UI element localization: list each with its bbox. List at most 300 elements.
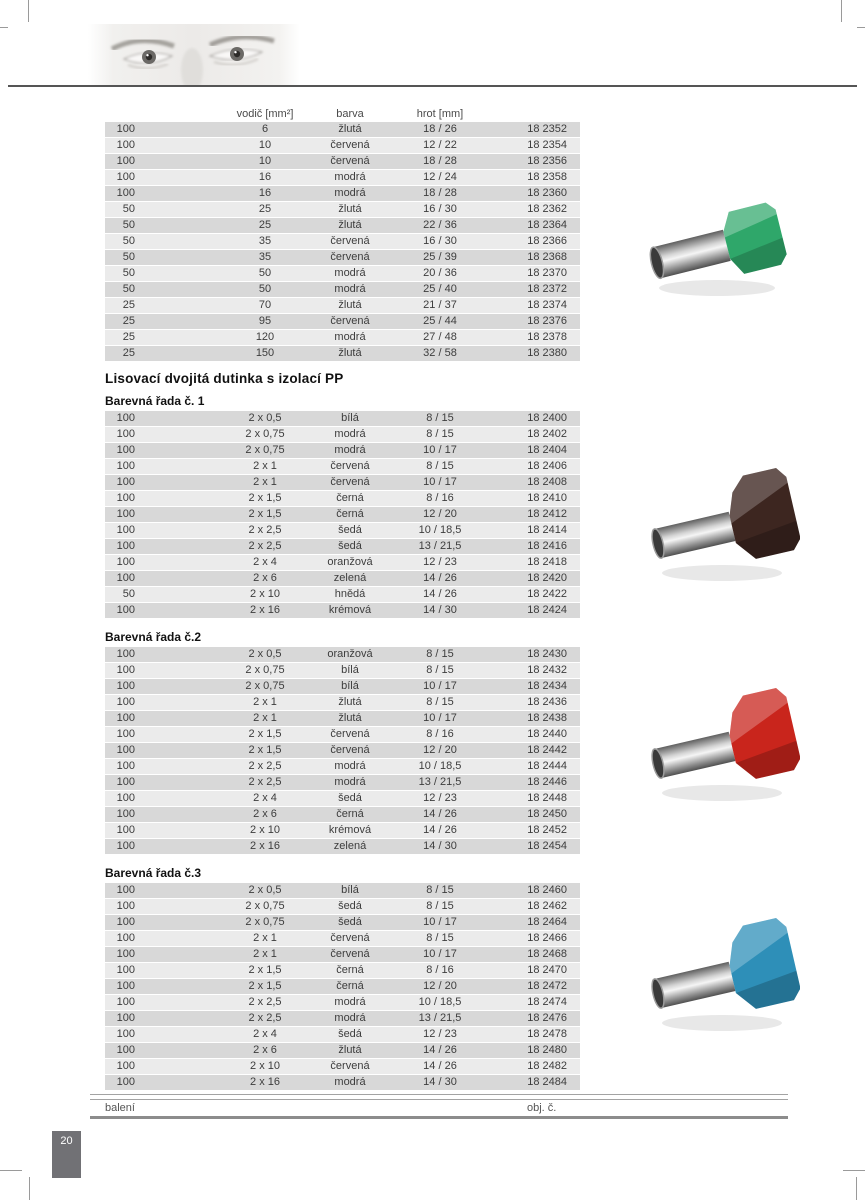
table-cell: 18 2414 bbox=[490, 523, 580, 539]
table-cell: modrá bbox=[310, 186, 390, 202]
table-row bbox=[105, 523, 580, 539]
table-cell: 50 bbox=[135, 266, 310, 282]
table-cell: 10 / 18,5 bbox=[390, 759, 490, 775]
table-cell: 100 bbox=[105, 839, 135, 855]
column-header-hrot: hrot [mm] bbox=[416, 108, 464, 120]
table-cell: 18 2464 bbox=[490, 915, 580, 931]
table-row bbox=[105, 883, 580, 899]
table-cell: 18 2416 bbox=[490, 539, 580, 555]
table-cell: 14 / 26 bbox=[390, 587, 490, 603]
table-cell: 18 2448 bbox=[490, 791, 580, 807]
table-cell: modrá bbox=[310, 330, 390, 346]
table-cell: šedá bbox=[310, 1027, 390, 1043]
table-cell: 10 / 17 bbox=[390, 915, 490, 931]
table-cell: 18 2364 bbox=[490, 218, 580, 234]
table-row bbox=[105, 791, 580, 807]
table-cell: 2 x 16 bbox=[135, 839, 310, 855]
table-cell: žlutá bbox=[310, 695, 390, 711]
table-cell: červená bbox=[310, 234, 390, 250]
table-cell: 25 bbox=[105, 330, 135, 346]
table-cell: černá bbox=[310, 979, 390, 995]
table-cell: 8 / 16 bbox=[390, 491, 490, 507]
table-cell: 100 bbox=[105, 154, 135, 170]
table-cell: zelená bbox=[310, 571, 390, 587]
table-cell: 8 / 15 bbox=[390, 647, 490, 663]
table-cell: 18 2450 bbox=[490, 807, 580, 823]
crop-mark bbox=[856, 1177, 857, 1200]
table-cell: modrá bbox=[310, 443, 390, 459]
table-cell: 100 bbox=[105, 663, 135, 679]
table-cell: žlutá bbox=[310, 122, 390, 138]
table-cell: 14 / 26 bbox=[390, 1043, 490, 1059]
table-cell: 2 x 0,5 bbox=[135, 883, 310, 899]
table-cell: 70 bbox=[135, 298, 310, 314]
table-cell: 100 bbox=[105, 979, 135, 995]
table-cell: červená bbox=[310, 154, 390, 170]
table-cell: 2 x 1 bbox=[135, 711, 310, 727]
table-header-row bbox=[105, 103, 580, 122]
table-cell: 18 2376 bbox=[490, 314, 580, 330]
table-cell: 100 bbox=[105, 539, 135, 555]
table-cell: 18 2424 bbox=[490, 603, 580, 619]
table-cell: 2 x 2,5 bbox=[135, 523, 310, 539]
table-cell: 25 bbox=[135, 202, 310, 218]
table-cell: 100 bbox=[105, 695, 135, 711]
table-cell: 12 / 20 bbox=[390, 743, 490, 759]
table-cell: 18 2368 bbox=[490, 250, 580, 266]
table-cell: 32 / 58 bbox=[390, 346, 490, 362]
table-cell: 14 / 30 bbox=[390, 839, 490, 855]
table-cell: 8 / 15 bbox=[390, 459, 490, 475]
crop-mark bbox=[0, 27, 8, 28]
table-row bbox=[105, 1075, 580, 1091]
table-cell: červená bbox=[310, 250, 390, 266]
table-cell: 16 / 30 bbox=[390, 234, 490, 250]
table-cell: 8 / 15 bbox=[390, 883, 490, 899]
table-cell: 100 bbox=[105, 1075, 135, 1091]
table-cell: 100 bbox=[105, 491, 135, 507]
table-cell: červená bbox=[310, 1059, 390, 1075]
table-cell: 100 bbox=[105, 775, 135, 791]
table-cell: šedá bbox=[310, 523, 390, 539]
table-cell: 18 2440 bbox=[490, 727, 580, 743]
table-cell: 12 / 22 bbox=[390, 138, 490, 154]
table-cell: modrá bbox=[310, 1011, 390, 1027]
table-row bbox=[105, 1043, 580, 1059]
table-cell: červená bbox=[310, 947, 390, 963]
table-row bbox=[105, 154, 580, 170]
table-cell: 10 / 17 bbox=[390, 679, 490, 695]
ferrule-photo-brown bbox=[650, 465, 800, 590]
metal-tube bbox=[653, 732, 736, 779]
table-cell: 2 x 1 bbox=[135, 947, 310, 963]
table-row bbox=[105, 915, 580, 931]
table-row bbox=[105, 603, 580, 619]
table-cell: 14 / 30 bbox=[390, 1075, 490, 1091]
table-cell: 2 x 4 bbox=[135, 555, 310, 571]
table-cell: 18 2474 bbox=[490, 995, 580, 1011]
table-row bbox=[105, 122, 580, 138]
table-cell: modrá bbox=[310, 995, 390, 1011]
table-row bbox=[105, 170, 580, 186]
table-cell: 100 bbox=[105, 475, 135, 491]
table-cell: 100 bbox=[105, 571, 135, 587]
table-cell: 50 bbox=[105, 202, 135, 218]
table-row bbox=[105, 979, 580, 995]
table-cell: 120 bbox=[135, 330, 310, 346]
table-cell: modrá bbox=[310, 1075, 390, 1091]
table-cell: 18 2430 bbox=[490, 647, 580, 663]
series-title-2: Barevná řada č.2 bbox=[105, 630, 202, 644]
table-cell: 2 x 0,5 bbox=[135, 647, 310, 663]
table-cell: žlutá bbox=[310, 202, 390, 218]
table-cell: bílá bbox=[310, 679, 390, 695]
table-row bbox=[105, 491, 580, 507]
table-cell: 100 bbox=[105, 1059, 135, 1075]
table-cell: 8 / 15 bbox=[390, 427, 490, 443]
table-cell: černá bbox=[310, 807, 390, 823]
table-cell: 18 2470 bbox=[490, 963, 580, 979]
product-table-series-1 bbox=[105, 411, 580, 619]
table-cell: 2 x 1 bbox=[135, 459, 310, 475]
table-cell: modrá bbox=[310, 759, 390, 775]
table-row bbox=[105, 330, 580, 346]
table-cell: 2 x 4 bbox=[135, 1027, 310, 1043]
crop-mark bbox=[843, 1170, 865, 1171]
table-cell: 18 2400 bbox=[490, 411, 580, 427]
table-row bbox=[105, 1027, 580, 1043]
table-cell: 18 2362 bbox=[490, 202, 580, 218]
column-header-vodic: vodič [mm²] bbox=[236, 108, 294, 120]
table-cell: 50 bbox=[105, 587, 135, 603]
footer bbox=[90, 1094, 788, 1119]
crop-mark bbox=[857, 27, 865, 28]
table-cell: 150 bbox=[135, 346, 310, 362]
table-row bbox=[105, 995, 580, 1011]
table-cell: 18 / 28 bbox=[390, 154, 490, 170]
table-cell: 100 bbox=[105, 995, 135, 1011]
table-row bbox=[105, 727, 580, 743]
table-cell: 8 / 15 bbox=[390, 931, 490, 947]
table-cell: 100 bbox=[105, 915, 135, 931]
table-cell: 10 bbox=[135, 154, 310, 170]
footer-label-baleni: balení bbox=[105, 1102, 135, 1114]
table-cell: červená bbox=[310, 314, 390, 330]
table-cell: 2 x 16 bbox=[135, 1075, 310, 1091]
table-row bbox=[105, 459, 580, 475]
table-cell: černá bbox=[310, 507, 390, 523]
table-cell: černá bbox=[310, 491, 390, 507]
table-cell: 18 2406 bbox=[490, 459, 580, 475]
crop-mark bbox=[28, 0, 29, 22]
table-cell: 18 2374 bbox=[490, 298, 580, 314]
table-cell: 2 x 2,5 bbox=[135, 539, 310, 555]
table-row bbox=[105, 443, 580, 459]
table-cell: šedá bbox=[310, 915, 390, 931]
table-cell: modrá bbox=[310, 427, 390, 443]
table-cell: modrá bbox=[310, 775, 390, 791]
table-row bbox=[105, 695, 580, 711]
table-cell: 18 2378 bbox=[490, 330, 580, 346]
eyes-photo-art bbox=[88, 24, 300, 86]
table-cell: 2 x 1 bbox=[135, 931, 310, 947]
table-cell: 10 / 17 bbox=[390, 443, 490, 459]
table-cell: 18 2446 bbox=[490, 775, 580, 791]
table-cell: 18 2412 bbox=[490, 507, 580, 523]
table-cell: 16 bbox=[135, 170, 310, 186]
table-cell: 100 bbox=[105, 947, 135, 963]
column-header-obj bbox=[490, 103, 580, 122]
top-rule bbox=[8, 85, 857, 87]
table-row bbox=[105, 807, 580, 823]
table-row bbox=[105, 507, 580, 523]
table-cell: 18 / 28 bbox=[390, 186, 490, 202]
table-cell: 95 bbox=[135, 314, 310, 330]
table-cell: 50 bbox=[135, 282, 310, 298]
table-cell: 8 / 16 bbox=[390, 727, 490, 743]
table-cell: 2 x 0,75 bbox=[135, 663, 310, 679]
table-cell: šedá bbox=[310, 791, 390, 807]
table-cell: 25 bbox=[105, 298, 135, 314]
table-row bbox=[105, 411, 580, 427]
table-cell: 2 x 0,5 bbox=[135, 411, 310, 427]
table-cell: 2 x 16 bbox=[135, 603, 310, 619]
table-cell: 100 bbox=[105, 1027, 135, 1043]
table-cell: 2 x 2,5 bbox=[135, 759, 310, 775]
table-row bbox=[105, 427, 580, 443]
table-row bbox=[105, 218, 580, 234]
table-cell: žlutá bbox=[310, 218, 390, 234]
table-cell: 8 / 15 bbox=[390, 411, 490, 427]
table-cell: 12 / 20 bbox=[390, 979, 490, 995]
table-cell: 27 / 48 bbox=[390, 330, 490, 346]
table-cell: 8 / 15 bbox=[390, 899, 490, 915]
table-cell: 10 / 18,5 bbox=[390, 523, 490, 539]
table-cell: 2 x 2,5 bbox=[135, 995, 310, 1011]
table-row bbox=[105, 963, 580, 979]
table-cell: 2 x 10 bbox=[135, 823, 310, 839]
table-cell: 100 bbox=[105, 759, 135, 775]
table-cell: 18 2408 bbox=[490, 475, 580, 491]
table-cell: 100 bbox=[105, 711, 135, 727]
table-cell: 18 2480 bbox=[490, 1043, 580, 1059]
table-cell: 50 bbox=[105, 250, 135, 266]
table-row bbox=[105, 587, 580, 603]
table-cell: červená bbox=[310, 459, 390, 475]
table-cell: krémová bbox=[310, 603, 390, 619]
table-row bbox=[105, 839, 580, 855]
table-cell: 18 2482 bbox=[490, 1059, 580, 1075]
table-cell: 100 bbox=[105, 883, 135, 899]
table-cell: 13 / 21,5 bbox=[390, 1011, 490, 1027]
table-row bbox=[105, 202, 580, 218]
table-cell: modrá bbox=[310, 266, 390, 282]
table-cell: bílá bbox=[310, 411, 390, 427]
table-cell: 18 2360 bbox=[490, 186, 580, 202]
table-row bbox=[105, 282, 580, 298]
table-cell: 25 bbox=[105, 346, 135, 362]
ferrule-photo-blue bbox=[650, 915, 800, 1040]
table-cell: 14 / 26 bbox=[390, 823, 490, 839]
table-cell: 2 x 4 bbox=[135, 791, 310, 807]
table-cell: 18 2454 bbox=[490, 839, 580, 855]
table-cell: 2 x 1,5 bbox=[135, 979, 310, 995]
table-cell: 10 bbox=[135, 138, 310, 154]
table-cell: 14 / 30 bbox=[390, 603, 490, 619]
table-cell: 100 bbox=[105, 459, 135, 475]
table-cell: 18 2410 bbox=[490, 491, 580, 507]
footer-label-obj: obj. č. bbox=[527, 1102, 557, 1114]
table-cell: 18 2380 bbox=[490, 346, 580, 362]
table-cell: 16 bbox=[135, 186, 310, 202]
table-row bbox=[105, 743, 580, 759]
table-cell: oranžová bbox=[310, 555, 390, 571]
table-row bbox=[105, 711, 580, 727]
table-cell: 18 2476 bbox=[490, 1011, 580, 1027]
crop-mark bbox=[841, 0, 842, 22]
table-row bbox=[105, 947, 580, 963]
table-cell: 18 2438 bbox=[490, 711, 580, 727]
column-header-barva: barva bbox=[336, 108, 364, 120]
table-cell: bílá bbox=[310, 883, 390, 899]
table-cell: 2 x 6 bbox=[135, 807, 310, 823]
table-cell: 6 bbox=[135, 122, 310, 138]
table-cell: 35 bbox=[135, 250, 310, 266]
table-cell: 18 2434 bbox=[490, 679, 580, 695]
table-row bbox=[105, 475, 580, 491]
table-cell: 21 / 37 bbox=[390, 298, 490, 314]
table-cell: 2 x 0,75 bbox=[135, 899, 310, 915]
table-row bbox=[105, 899, 580, 915]
table-cell: 18 2356 bbox=[490, 154, 580, 170]
table-row bbox=[105, 346, 580, 362]
table-cell: 2 x 1,5 bbox=[135, 963, 310, 979]
table-cell: 18 2404 bbox=[490, 443, 580, 459]
table-cell: 50 bbox=[105, 282, 135, 298]
table-cell: 100 bbox=[105, 931, 135, 947]
table-cell: 18 2358 bbox=[490, 170, 580, 186]
table-cell: červená bbox=[310, 727, 390, 743]
table-cell: 100 bbox=[105, 679, 135, 695]
table-cell: 14 / 26 bbox=[390, 807, 490, 823]
table-cell: 100 bbox=[105, 555, 135, 571]
table-cell: 12 / 23 bbox=[390, 1027, 490, 1043]
series-title-3: Barevná řada č.3 bbox=[105, 866, 202, 880]
table-cell: 100 bbox=[105, 122, 135, 138]
table-cell: 18 2478 bbox=[490, 1027, 580, 1043]
table-cell: 18 2420 bbox=[490, 571, 580, 587]
table-cell: 18 2466 bbox=[490, 931, 580, 947]
table-cell: 18 2432 bbox=[490, 663, 580, 679]
table-cell: oranžová bbox=[310, 647, 390, 663]
table-cell: 50 bbox=[105, 266, 135, 282]
table-cell: 10 / 17 bbox=[390, 947, 490, 963]
table-cell: 8 / 16 bbox=[390, 963, 490, 979]
table-cell: 100 bbox=[105, 138, 135, 154]
table-row bbox=[105, 663, 580, 679]
table-cell: 50 bbox=[105, 234, 135, 250]
table-cell: 2 x 6 bbox=[135, 571, 310, 587]
table-cell: červená bbox=[310, 138, 390, 154]
table-cell: 100 bbox=[105, 603, 135, 619]
table-cell: žlutá bbox=[310, 711, 390, 727]
table-cell: 18 2468 bbox=[490, 947, 580, 963]
ferrule-photo-green bbox=[645, 185, 795, 310]
series-title-1: Barevná řada č. 1 bbox=[105, 394, 205, 408]
table-row bbox=[105, 931, 580, 947]
section-heading: Lisovací dvojitá dutinka s izolací PP bbox=[105, 371, 344, 386]
table-cell: 18 2372 bbox=[490, 282, 580, 298]
table-cell: 100 bbox=[105, 743, 135, 759]
table-cell: 100 bbox=[105, 823, 135, 839]
table-cell: krémová bbox=[310, 823, 390, 839]
table-cell: 2 x 1,5 bbox=[135, 743, 310, 759]
table-cell: 50 bbox=[105, 218, 135, 234]
table-cell: 100 bbox=[105, 899, 135, 915]
table-cell: zelená bbox=[310, 839, 390, 855]
table-cell: 18 2444 bbox=[490, 759, 580, 775]
table-cell: modrá bbox=[310, 170, 390, 186]
table-cell: hnědá bbox=[310, 587, 390, 603]
table-cell: 100 bbox=[105, 647, 135, 663]
table-cell: 100 bbox=[105, 791, 135, 807]
table-cell: 100 bbox=[105, 507, 135, 523]
table-row bbox=[105, 250, 580, 266]
table-cell: červená bbox=[310, 475, 390, 491]
table-cell: žlutá bbox=[310, 346, 390, 362]
column-header-baleni bbox=[105, 103, 135, 122]
table-cell: 18 2352 bbox=[490, 122, 580, 138]
table-cell: 8 / 15 bbox=[390, 695, 490, 711]
table-cell: šedá bbox=[310, 899, 390, 915]
table-row bbox=[105, 1011, 580, 1027]
table-cell: 10 / 17 bbox=[390, 711, 490, 727]
table-row bbox=[105, 759, 580, 775]
table-cell: žlutá bbox=[310, 1043, 390, 1059]
table-cell: 2 x 1,5 bbox=[135, 491, 310, 507]
table-row bbox=[105, 186, 580, 202]
table-cell: 18 2402 bbox=[490, 427, 580, 443]
product-table-single bbox=[105, 103, 580, 362]
table-cell: 2 x 2,5 bbox=[135, 775, 310, 791]
table-cell: 100 bbox=[105, 807, 135, 823]
table-cell: 2 x 6 bbox=[135, 1043, 310, 1059]
table-cell: 18 2370 bbox=[490, 266, 580, 282]
table-cell: 12 / 24 bbox=[390, 170, 490, 186]
table-cell: 18 2462 bbox=[490, 899, 580, 915]
table-cell: 25 / 44 bbox=[390, 314, 490, 330]
table-cell: černá bbox=[310, 963, 390, 979]
table-cell: 18 2484 bbox=[490, 1075, 580, 1091]
table-cell: 100 bbox=[105, 727, 135, 743]
table-row bbox=[105, 314, 580, 330]
table-cell: 18 2354 bbox=[490, 138, 580, 154]
table-cell: 100 bbox=[105, 1043, 135, 1059]
table-cell: 16 / 30 bbox=[390, 202, 490, 218]
table-area bbox=[105, 103, 580, 1091]
twin-ferrule-art bbox=[650, 685, 800, 810]
table-row bbox=[105, 298, 580, 314]
table-cell: 2 x 10 bbox=[135, 1059, 310, 1075]
table-cell: 2 x 2,5 bbox=[135, 1011, 310, 1027]
table-cell: žlutá bbox=[310, 298, 390, 314]
table-cell: 12 / 23 bbox=[390, 555, 490, 571]
table-cell: 18 2366 bbox=[490, 234, 580, 250]
table-cell: 22 / 36 bbox=[390, 218, 490, 234]
eyes-photo bbox=[88, 24, 300, 86]
crop-mark bbox=[0, 1170, 22, 1171]
table-cell: 2 x 1,5 bbox=[135, 727, 310, 743]
